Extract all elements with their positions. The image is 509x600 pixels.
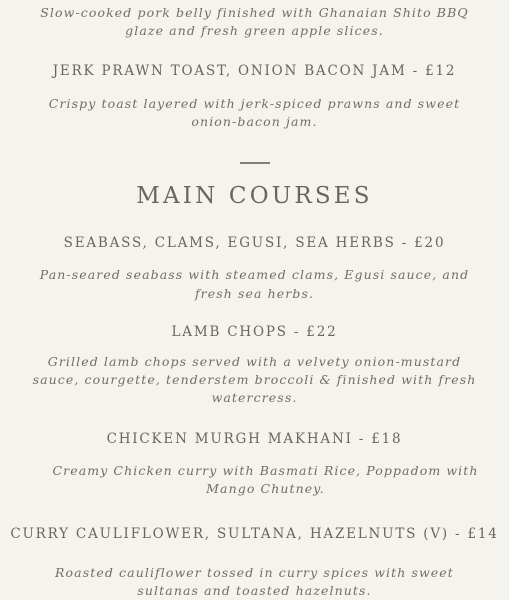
item-description-line: Roasted cauliflower tossed in curry spices with sweet (55, 565, 454, 580)
item-description-line: watercress. (211, 390, 298, 405)
item-description-line: Pan-seared seabass with steamed clams, Egusi sauce, and (39, 267, 470, 282)
item-description-line: sultanas and toasted hazelnuts. (137, 583, 372, 598)
section-title: MAIN COURSES (136, 183, 373, 209)
item-description-line: Slow-cooked pork belly finished with Ghanaian Shito BBQ (40, 5, 469, 20)
menu-item-title: LAMB CHOPS - £22 (171, 324, 338, 340)
section-divider (240, 162, 270, 164)
item-description-line: Creamy Chicken curry with Basmati Rice, Poppadom with (52, 463, 479, 478)
menu-item-title: CHICKEN MURGH MAKHANI - £18 (106, 431, 403, 447)
menu-item-title: SEABASS, CLAMS, EGUSI, SEA HERBS - £20 (63, 235, 446, 251)
item-description-line: onion-bacon jam. (191, 114, 318, 129)
menu-item-title: JERK PRAWN TOAST, ONION BACON JAM - £12 (52, 63, 457, 79)
item-description-line: Grilled lamb chops served with a velvety onion-mustard (47, 354, 462, 369)
menu-item-title: CURRY CAULIFLOWER, SULTANA, HAZELNUTS (V) - £14 (10, 526, 499, 542)
item-description-line: glaze and fresh green apple slices. (125, 23, 384, 38)
item-description-line: Mango Chutney. (206, 481, 325, 496)
item-description-line: Crispy toast layered with jerk-spiced prawns and sweet (48, 96, 461, 111)
item-description-line: sauce, courgette, tenderstem broccoli & finished with fresh (32, 372, 477, 387)
item-description-line: fresh sea herbs. (194, 286, 315, 301)
